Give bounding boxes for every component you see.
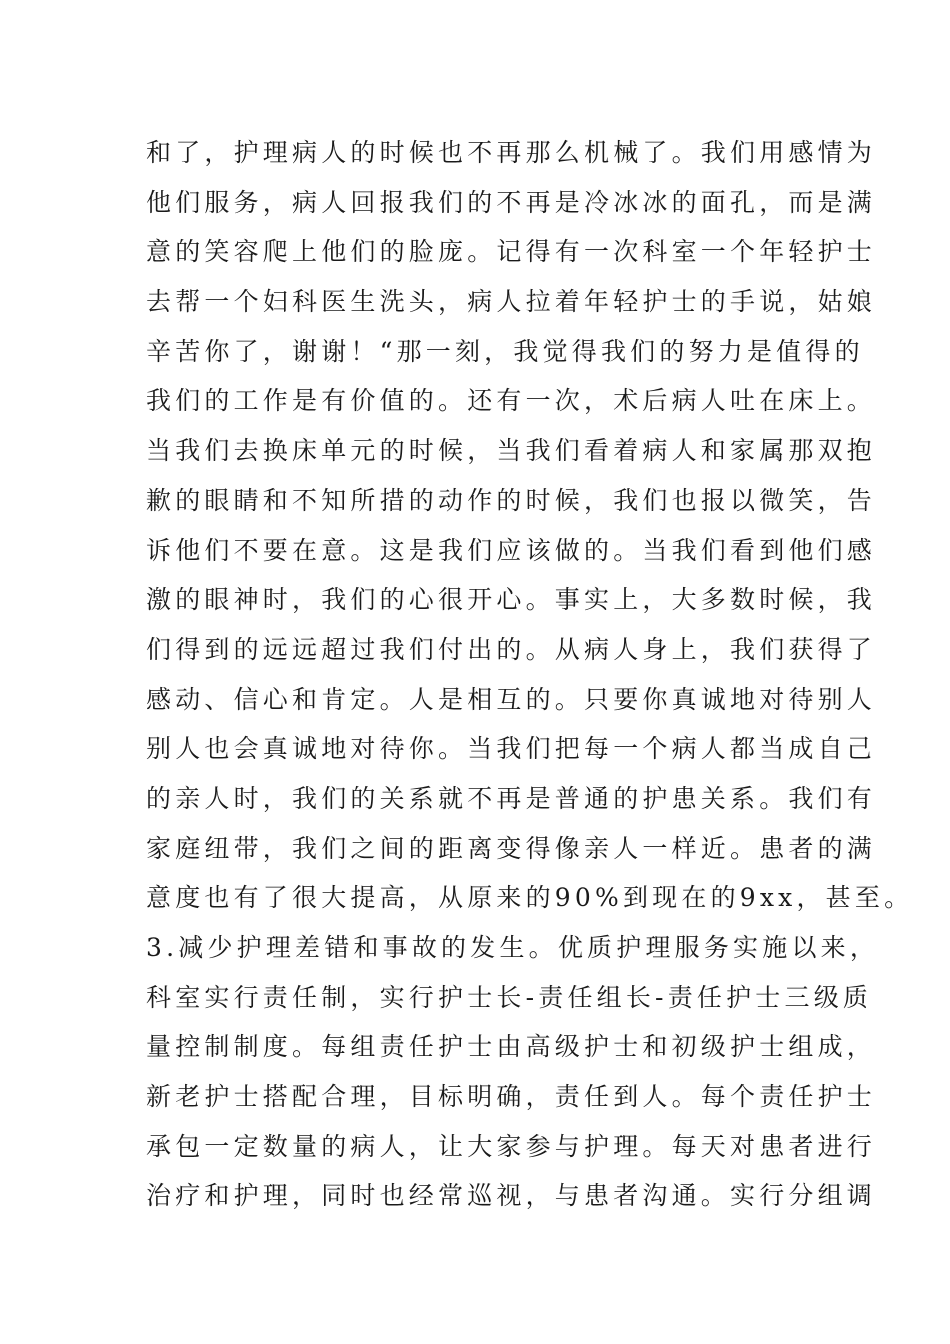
- text-line: 和了，护理病人的时候也不再那么机械了。我们用感情为: [146, 138, 877, 167]
- text-line: 激的眼神时，我们的心很开心。事实上，大多数时候，我: [146, 585, 877, 615]
- text-line: 们得到的远远超过我们付出的。从病人身上，我们获得了: [146, 634, 877, 664]
- body-text: [146, 128, 914, 1221]
- text-line: 家庭纽带，我们之间的距离变得像亲人一样近。患者的满: [146, 833, 877, 863]
- text-line: 的亲人时，我们的关系就不再是普通的护患关系。我们有: [146, 783, 877, 813]
- text-line: 科室实行责任制，实行护士长-责任组长-责任护士三级质: [146, 982, 873, 1012]
- text-line: 治疗和护理，同时也经常巡视，与患者沟通。实行分组调: [146, 1181, 877, 1211]
- text-line: 他们服务，病人回报我们的不再是冷冰冰的面孔，而是满: [146, 187, 877, 217]
- text-line: 意度也有了很大提高，从原来的90%到现在的9xx，甚至。: [146, 883, 914, 913]
- text-line: 去帮一个妇科医生洗头，病人拉着年轻护士的手说，姑娘: [146, 287, 877, 317]
- text-line: 新老护士搭配合理，目标明确，责任到人。每个责任护士: [146, 1082, 877, 1112]
- text-line: 量控制制度。每组责任护士由高级护士和初级护士组成，: [146, 1032, 877, 1062]
- text-line: 当我们去换床单元的时候，当我们看着病人和家属那双抱: [146, 436, 877, 466]
- text-line: 3.减少护理差错和事故的发生。优质护理服务实施以来，: [146, 933, 880, 962]
- text-line: 别人也会真诚地对待你。当我们把每一个病人都当成自己: [146, 734, 877, 764]
- text-line: 承包一定数量的病人，让大家参与护理。每天对患者进行: [146, 1131, 877, 1161]
- text-line: 感动、信心和肯定。人是相互的。只要你真诚地对待别人: [146, 684, 877, 714]
- text-line: 我们的工作是有价值的。还有一次，术后病人吐在床上。: [146, 386, 877, 416]
- text-line: 辛苦你了，谢谢！“那一刻，我觉得我们的努力是值得的: [146, 336, 864, 366]
- text-line: 诉他们不要在意。这是我们应该做的。当我们看到他们感: [146, 535, 877, 565]
- text-line: 歉的眼睛和不知所措的动作的时候，我们也报以微笑，告: [146, 485, 877, 515]
- text-line: 意的笑容爬上他们的脸庞。记得有一次科室一个年轻护士: [146, 237, 877, 267]
